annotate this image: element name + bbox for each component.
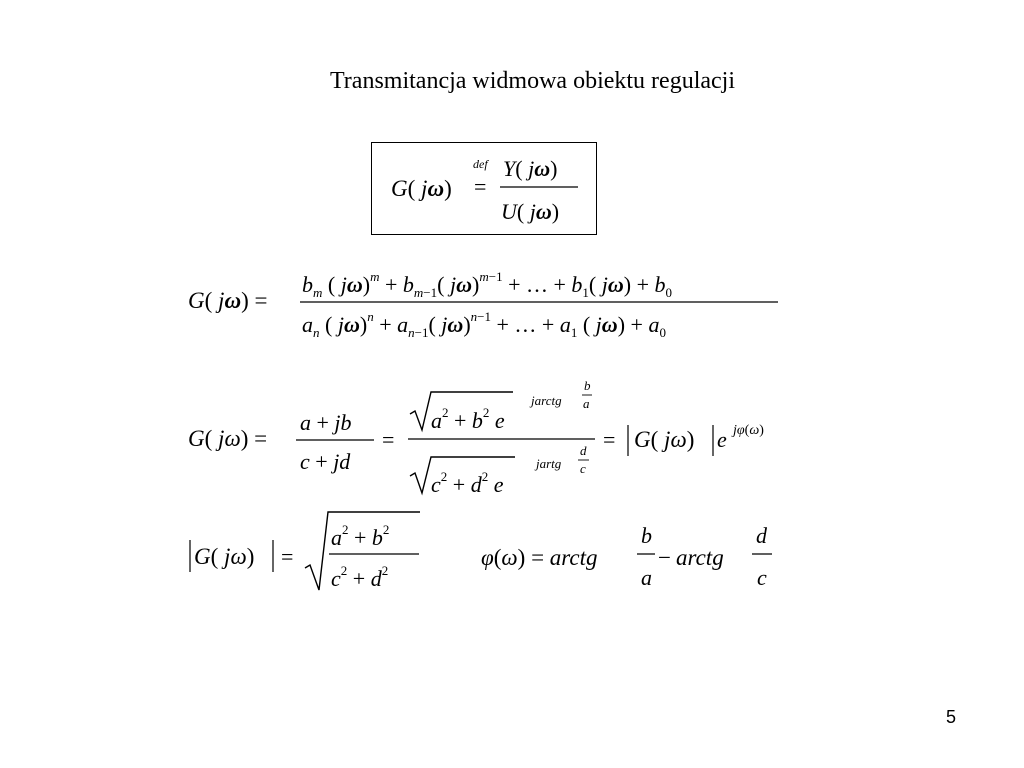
svg-text:a2 + b2 e: $a^2 + b^2$ e — [431, 405, 505, 433]
svg-text:c + jd: c + jd — [300, 449, 351, 474]
svg-text:arctg: arctg — [676, 545, 724, 570]
svg-text:c: c — [580, 461, 586, 476]
svg-text:U( jω): U( jω) — [501, 199, 560, 224]
svg-text:jarctg: jarctg — [531, 393, 562, 408]
svg-text:def: def — [473, 157, 488, 171]
svg-text:a: a — [583, 396, 590, 411]
magnitude-equation — [188, 510, 448, 595]
slide-title: Transmitancja widmowa obiektu regulacji — [329, 68, 736, 94]
svg-text:c2 + d2: $c^2 + d^2$ — [331, 563, 389, 591]
svg-text:e: e — [717, 427, 727, 452]
page-number: 5 — [946, 707, 957, 727]
svg-text:G( jω) =: G( jω) = — [188, 426, 268, 451]
svg-text:jφ(ω): jφ(ω) — [733, 423, 764, 438]
svg-text:c2 + d2 e: $c^2 + d^2$ e — [431, 469, 504, 497]
svg-text:a + jb: a + jb — [300, 410, 352, 435]
svg-text:an ( jω)n + an−1( jω)n−1 + … +: $a_n$ ( $j\omega)^n + a_n-1$( jω)$^n$−1 + … + $a_1$ ( $j\omega) + a_0$ — [302, 309, 666, 340]
svg-text:−: − — [658, 545, 671, 570]
svg-text:G( jω): G( jω) — [391, 176, 452, 201]
svg-text:=: = — [474, 174, 487, 199]
svg-text:=: = — [281, 544, 294, 569]
svg-text:d: d — [756, 523, 767, 548]
svg-text:G( jω): G( jω) — [194, 544, 255, 569]
svg-text:bm ( jω)m + bm−1( jω)m−1 + … +: $b_m$ ( $j\omega)^m + b_m-1$( jω)$^m$−1 + … + $b_1$( $j\omega) + b_0$ — [302, 269, 673, 300]
svg-text:d: d — [580, 443, 587, 458]
definition-equation — [371, 142, 601, 237]
svg-text:a2 + b2: $a^2 + b^2$ — [331, 522, 390, 550]
svg-text:jartg: jartg — [536, 456, 562, 471]
svg-text:b: b — [641, 523, 652, 548]
svg-text:c: c — [757, 565, 767, 590]
svg-text:=: = — [603, 427, 616, 452]
rational-form-equation — [188, 262, 788, 347]
svg-text:=: = — [382, 427, 395, 452]
svg-text:b: b — [584, 378, 591, 393]
svg-text:G( jω) =: G( jω) = — [188, 288, 268, 313]
svg-text:a: a — [641, 565, 652, 590]
phase-equation — [481, 515, 791, 595]
polar-form-equation — [188, 372, 798, 502]
svg-text:G( jω): G( jω) — [634, 427, 695, 452]
svg-text:φ(ω) = arctg: φ(ω) = arctg — [481, 545, 598, 570]
svg-text:Y( jω): Y( jω) — [503, 156, 558, 181]
